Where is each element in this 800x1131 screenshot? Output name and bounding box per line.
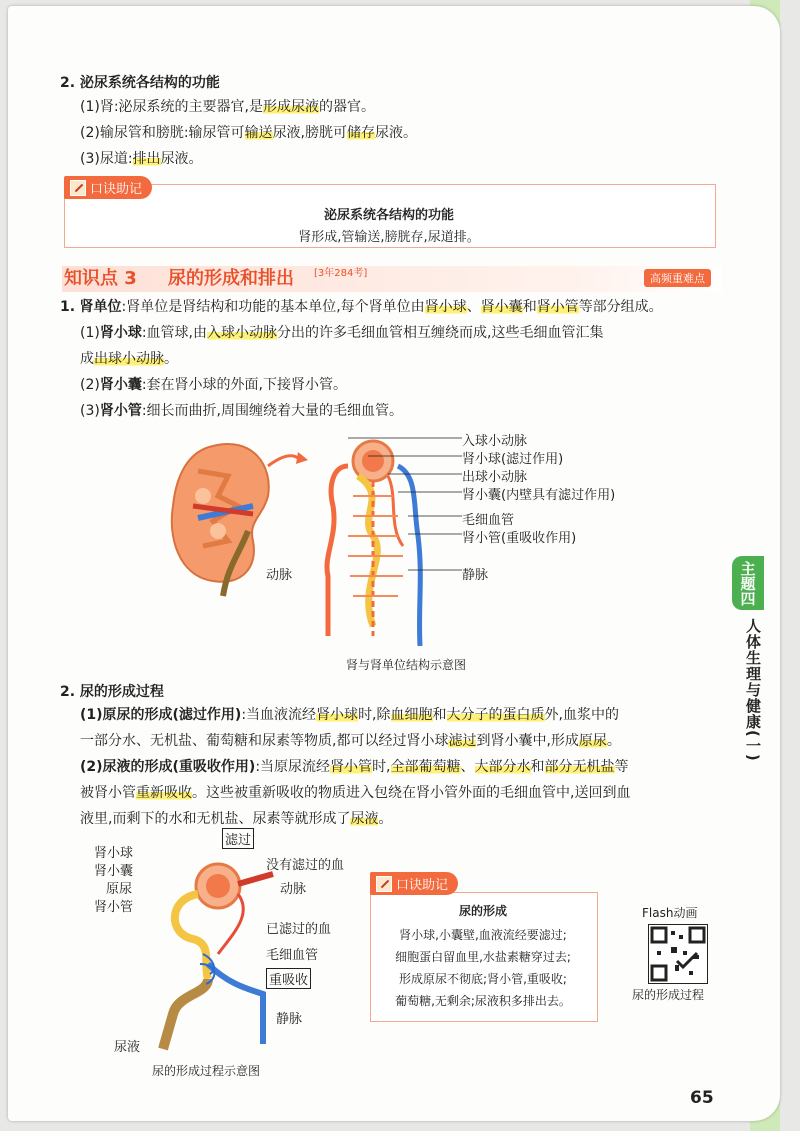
pencil-icon bbox=[376, 876, 392, 892]
label-artery: 动脉 bbox=[266, 568, 293, 583]
knowledge-point-label: 知识点 3 bbox=[64, 268, 137, 289]
urine-formation-diagram bbox=[138, 844, 278, 1054]
function-item-ureter-bladder: (2)输尿管和膀胱:输尿管可输送尿液,膀胱可储存尿液。 bbox=[80, 125, 418, 141]
chapter-tab: 主题四 bbox=[732, 556, 764, 610]
knowledge-point-banner bbox=[62, 266, 722, 292]
label-vein: 静脉 bbox=[276, 1012, 303, 1027]
label-renal-tubule: 肾小管 bbox=[94, 900, 134, 915]
mnemonic-title: 尿的形成 bbox=[458, 904, 507, 918]
function-item-kidney: (1)肾:泌尿系统的主要器官,是形成尿液的器官。 bbox=[80, 99, 375, 115]
label-capillaries: 毛细血管 bbox=[266, 948, 319, 963]
reabsorption-paragraph-cont: 被肾小管重新吸收。这些被重新吸收的物质进入包绕在肾小管外面的毛细血管中,送回到血 bbox=[80, 785, 631, 801]
label-filtration-box: 滤过 bbox=[222, 828, 254, 849]
textbook-page bbox=[8, 6, 780, 1121]
mnemonic-line: 肾小球,小囊壁,血液流经要滤过; bbox=[399, 928, 567, 942]
label-unfiltered-blood: 没有滤过的血 bbox=[266, 858, 345, 873]
section-heading: 2. 泌尿系统各结构的功能 bbox=[60, 75, 220, 91]
knowledge-point-title: 尿的形成和排出 bbox=[168, 268, 294, 289]
label-afferent-arteriole: 入球小动脉 bbox=[462, 434, 528, 449]
filtration-paragraph: (1)原尿的形成(滤过作用):当血液流经肾小球时,除血细胞和大分子的蛋白质外,血浆中的 bbox=[80, 707, 619, 723]
page-number: 65 bbox=[690, 1088, 714, 1108]
nephron-item-tubule: (3)肾小管:细长而曲折,周围缠绕着大量的毛细血管。 bbox=[80, 403, 404, 419]
label-primary-urine: 原尿 bbox=[106, 882, 133, 897]
nephron-item-capsule: (2)肾小囊:套在肾小球的外面,下接肾小管。 bbox=[80, 377, 348, 393]
exam-count: [3年284考] bbox=[314, 268, 368, 279]
filtration-paragraph-cont: 一部分水、无机盐、葡萄糖和尿素等物质,都可以经过肾小球滤过到肾小囊中,形成原尿。 bbox=[80, 733, 621, 749]
nephron-item-glomerulus: (1)肾小球:血管球,由入球小动脉分出的许多毛细血管相互缠绕而成,这些毛细血管汇集 bbox=[80, 325, 604, 341]
mnemonic-tag: 口诀助记 bbox=[370, 872, 458, 895]
mnemonic-title: 泌尿系统各结构的功能 bbox=[323, 208, 454, 223]
pencil-icon bbox=[70, 180, 86, 196]
qr-label-bottom: 尿的形成过程 bbox=[632, 988, 705, 1002]
mnemonic-tag: 口诀助记 bbox=[64, 176, 152, 199]
mnemonic-line: 细胞蛋白留血里,水盐素糖穿过去; bbox=[395, 950, 571, 964]
chapter-title: 人体生理与健康(一) bbox=[744, 618, 762, 762]
figure-caption: 尿的形成过程示意图 bbox=[152, 1064, 261, 1078]
mnemonic-line: 肾形成,管输送,膀胱存,尿道排。 bbox=[298, 230, 480, 245]
nephron-definition: 1. 肾单位:肾单位是肾结构和功能的基本单位,每个肾单位由肾小球、肾小囊和肾小管等部分组成。 bbox=[60, 299, 663, 315]
mnemonic-line: 葡萄糖,无剩余;尿液积多排出去。 bbox=[395, 994, 571, 1008]
nephron-item-glomerulus-cont: 成出球小动脉。 bbox=[80, 351, 178, 367]
figure-caption: 肾与肾单位结构示意图 bbox=[346, 658, 467, 672]
label-renal-tubule: 肾小管(重吸收作用) bbox=[462, 531, 577, 546]
label-vein: 静脉 bbox=[462, 568, 489, 583]
label-efferent-arteriole: 出球小动脉 bbox=[462, 470, 528, 485]
label-bowman-capsule: 肾小囊(内壁具有滤过作用) bbox=[462, 488, 616, 503]
label-bowman-capsule: 肾小囊 bbox=[94, 864, 134, 879]
label-artery: 动脉 bbox=[280, 882, 307, 897]
label-reabsorption-box: 重吸收 bbox=[266, 968, 311, 989]
section-heading: 2. 尿的形成过程 bbox=[60, 684, 164, 700]
qr-code-icon[interactable] bbox=[648, 924, 708, 984]
frequency-badge: 高频重难点 bbox=[644, 269, 711, 287]
qr-label-top: Flash动画 bbox=[642, 906, 698, 920]
label-capillaries: 毛细血管 bbox=[462, 513, 515, 528]
label-leader-lines bbox=[338, 430, 464, 574]
reabsorption-paragraph-end: 液里,而剩下的水和无机盐、尿素等就形成了尿液。 bbox=[80, 811, 393, 827]
label-urine: 尿液 bbox=[114, 1040, 141, 1055]
label-glomerulus: 肾小球 bbox=[94, 846, 134, 861]
label-glomerulus: 肾小球(滤过作用) bbox=[462, 452, 564, 467]
reabsorption-paragraph: (2)尿液的形成(重吸收作用):当原尿流经肾小管时,全部葡萄糖、大部分水和部分无机盐等 bbox=[80, 759, 629, 775]
mnemonic-line: 形成原尿不彻底;肾小管,重吸收; bbox=[399, 972, 567, 986]
label-filtered-blood: 已滤过的血 bbox=[266, 922, 332, 937]
function-item-urethra: (3)尿道:排出尿液。 bbox=[80, 151, 203, 167]
